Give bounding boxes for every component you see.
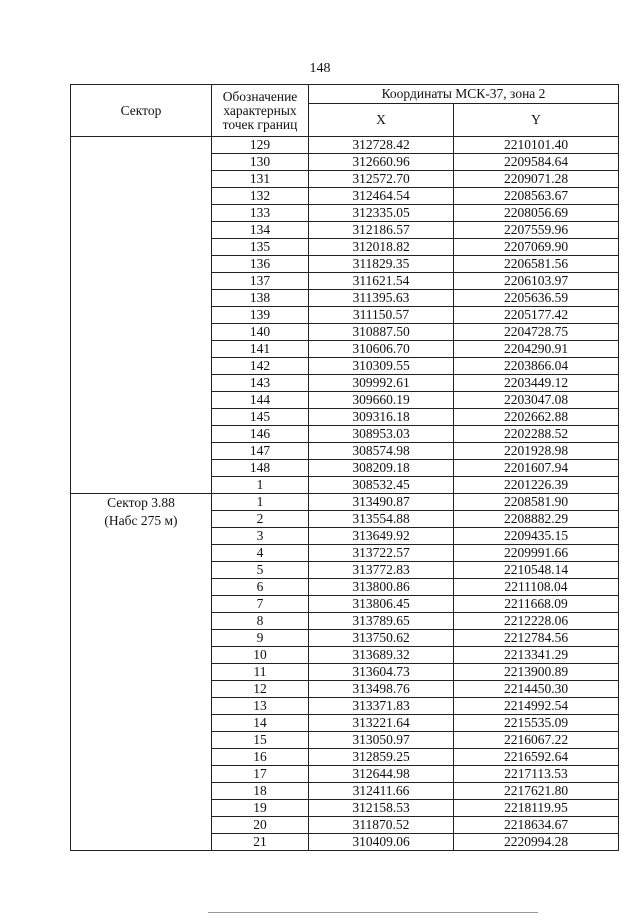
sector-label-line: (Набс 275 м) <box>104 513 178 528</box>
coord-y-cell: 2208581.90 <box>454 494 619 511</box>
point-number-cell: 15 <box>212 732 309 749</box>
coord-y-cell: 2201928.98 <box>454 443 619 460</box>
point-number-cell: 4 <box>212 545 309 562</box>
point-number-cell: 145 <box>212 409 309 426</box>
coord-x-cell: 312186.57 <box>309 222 454 239</box>
point-number-cell: 140 <box>212 324 309 341</box>
point-number-cell: 134 <box>212 222 309 239</box>
coord-y-cell: 2209991.66 <box>454 545 619 562</box>
coord-x-cell: 313649.92 <box>309 528 454 545</box>
coord-x-cell: 312335.05 <box>309 205 454 222</box>
coord-x-cell: 312644.98 <box>309 766 454 783</box>
point-number-cell: 3 <box>212 528 309 545</box>
coord-x-cell: 309660.19 <box>309 392 454 409</box>
coord-y-cell: 2210548.14 <box>454 562 619 579</box>
coord-x-cell: 309992.61 <box>309 375 454 392</box>
coord-y-cell: 2205177.42 <box>454 307 619 324</box>
header-coordinates: Координаты МСК-37, зона 2 <box>309 85 619 104</box>
point-number-cell: 11 <box>212 664 309 681</box>
coord-y-cell: 2207069.90 <box>454 239 619 256</box>
coord-y-cell: 2203047.08 <box>454 392 619 409</box>
coord-x-cell: 312464.54 <box>309 188 454 205</box>
point-number-cell: 138 <box>212 290 309 307</box>
point-number-cell: 141 <box>212 341 309 358</box>
coord-x-cell: 313490.87 <box>309 494 454 511</box>
point-number-cell: 14 <box>212 715 309 732</box>
coord-x-cell: 312728.42 <box>309 137 454 154</box>
coord-x-cell: 313722.57 <box>309 545 454 562</box>
point-number-cell: 9 <box>212 630 309 647</box>
coord-y-cell: 2201607.94 <box>454 460 619 477</box>
point-number-cell: 6 <box>212 579 309 596</box>
point-number-cell: 139 <box>212 307 309 324</box>
coord-x-cell: 313498.76 <box>309 681 454 698</box>
coord-x-cell: 313800.86 <box>309 579 454 596</box>
point-number-cell: 130 <box>212 154 309 171</box>
point-number-cell: 143 <box>212 375 309 392</box>
point-number-cell: 20 <box>212 817 309 834</box>
coord-y-cell: 2214992.54 <box>454 698 619 715</box>
point-number-cell: 5 <box>212 562 309 579</box>
coord-y-cell: 2202288.52 <box>454 426 619 443</box>
table-row <box>71 494 619 511</box>
point-number-cell: 12 <box>212 681 309 698</box>
coord-x-cell: 311829.35 <box>309 256 454 273</box>
point-number-cell: 1 <box>212 494 309 511</box>
header-x: X <box>309 104 454 137</box>
coord-x-cell: 313789.65 <box>309 613 454 630</box>
point-number-cell: 146 <box>212 426 309 443</box>
coord-y-cell: 2215535.09 <box>454 715 619 732</box>
point-number-cell: 18 <box>212 783 309 800</box>
coord-y-cell: 2218119.95 <box>454 800 619 817</box>
coord-x-cell: 310409.06 <box>309 834 454 851</box>
point-number-cell: 147 <box>212 443 309 460</box>
coord-y-cell: 2204728.75 <box>454 324 619 341</box>
table-header <box>71 85 619 137</box>
coord-y-cell: 2211108.04 <box>454 579 619 596</box>
coord-y-cell: 2208056.69 <box>454 205 619 222</box>
coord-x-cell: 309316.18 <box>309 409 454 426</box>
coord-y-cell: 2211668.09 <box>454 596 619 613</box>
coord-x-cell: 311395.63 <box>309 290 454 307</box>
coord-y-cell: 2207559.96 <box>454 222 619 239</box>
point-number-cell: 13 <box>212 698 309 715</box>
coord-x-cell: 310309.55 <box>309 358 454 375</box>
coord-x-cell: 311150.57 <box>309 307 454 324</box>
coord-x-cell: 313806.45 <box>309 596 454 613</box>
coord-y-cell: 2218634.67 <box>454 817 619 834</box>
coord-y-cell: 2208882.29 <box>454 511 619 528</box>
coord-x-cell: 313221.64 <box>309 715 454 732</box>
header-designation: Обозначение характерных точек границ <box>212 85 309 137</box>
coord-y-cell: 2209071.28 <box>454 171 619 188</box>
coord-y-cell: 2213341.29 <box>454 647 619 664</box>
sector-cell <box>71 494 212 851</box>
coord-y-cell: 2204290.91 <box>454 341 619 358</box>
coord-y-cell: 2210101.40 <box>454 137 619 154</box>
point-number-cell: 8 <box>212 613 309 630</box>
point-number-cell: 148 <box>212 460 309 477</box>
point-number-cell: 129 <box>212 137 309 154</box>
point-number-cell: 7 <box>212 596 309 613</box>
coord-y-cell: 2220994.28 <box>454 834 619 851</box>
point-number-cell: 133 <box>212 205 309 222</box>
point-number-cell: 19 <box>212 800 309 817</box>
point-number-cell: 1 <box>212 477 309 494</box>
coord-y-cell: 2208563.67 <box>454 188 619 205</box>
coord-y-cell: 2214450.30 <box>454 681 619 698</box>
coord-y-cell: 2216067.22 <box>454 732 619 749</box>
point-number-cell: 2 <box>212 511 309 528</box>
coord-x-cell: 308209.18 <box>309 460 454 477</box>
coord-x-cell: 310887.50 <box>309 324 454 341</box>
point-number-cell: 131 <box>212 171 309 188</box>
point-number-cell: 142 <box>212 358 309 375</box>
coord-y-cell: 2213900.89 <box>454 664 619 681</box>
coord-x-cell: 312158.53 <box>309 800 454 817</box>
header-y: Y <box>454 104 619 137</box>
coord-x-cell: 308574.98 <box>309 443 454 460</box>
coord-y-cell: 2201226.39 <box>454 477 619 494</box>
point-number-cell: 10 <box>212 647 309 664</box>
coord-x-cell: 308532.45 <box>309 477 454 494</box>
point-number-cell: 16 <box>212 749 309 766</box>
coord-x-cell: 310606.70 <box>309 341 454 358</box>
coord-x-cell: 313050.97 <box>309 732 454 749</box>
header-sector: Сектор <box>71 85 212 137</box>
coord-y-cell: 2217621.80 <box>454 783 619 800</box>
point-number-cell: 21 <box>212 834 309 851</box>
coord-y-cell: 2216592.64 <box>454 749 619 766</box>
coord-x-cell: 313689.32 <box>309 647 454 664</box>
point-number-cell: 17 <box>212 766 309 783</box>
coord-y-cell: 2203866.04 <box>454 358 619 375</box>
coordinates-table <box>70 84 619 851</box>
coord-x-cell: 312018.82 <box>309 239 454 256</box>
coord-y-cell: 2202662.88 <box>454 409 619 426</box>
coord-x-cell: 313604.73 <box>309 664 454 681</box>
coord-x-cell: 312411.66 <box>309 783 454 800</box>
point-number-cell: 135 <box>212 239 309 256</box>
page-edge-line <box>208 912 538 913</box>
coord-y-cell: 2212228.06 <box>454 613 619 630</box>
coord-y-cell: 2205636.59 <box>454 290 619 307</box>
coord-x-cell: 308953.03 <box>309 426 454 443</box>
coord-y-cell: 2206581.56 <box>454 256 619 273</box>
table-row <box>71 137 619 154</box>
point-number-cell: 144 <box>212 392 309 409</box>
coord-x-cell: 313554.88 <box>309 511 454 528</box>
coord-y-cell: 2206103.97 <box>454 273 619 290</box>
coord-y-cell: 2203449.12 <box>454 375 619 392</box>
coord-y-cell: 2209435.15 <box>454 528 619 545</box>
coord-y-cell: 2217113.53 <box>454 766 619 783</box>
coord-x-cell: 312859.25 <box>309 749 454 766</box>
coord-x-cell: 313750.62 <box>309 630 454 647</box>
coord-x-cell: 313371.83 <box>309 698 454 715</box>
coord-x-cell: 312660.96 <box>309 154 454 171</box>
coord-x-cell: 311621.54 <box>309 273 454 290</box>
coord-y-cell: 2212784.56 <box>454 630 619 647</box>
page-number: 148 <box>309 61 331 76</box>
coord-y-cell: 2209584.64 <box>454 154 619 171</box>
point-number-cell: 137 <box>212 273 309 290</box>
sector-label-line: Сектор 3.88 <box>107 495 175 510</box>
coord-x-cell: 311870.52 <box>309 817 454 834</box>
point-number-cell: 132 <box>212 188 309 205</box>
coord-x-cell: 312572.70 <box>309 171 454 188</box>
sector-cell <box>71 137 212 494</box>
point-number-cell: 136 <box>212 256 309 273</box>
table-body <box>71 137 619 851</box>
coord-x-cell: 313772.83 <box>309 562 454 579</box>
